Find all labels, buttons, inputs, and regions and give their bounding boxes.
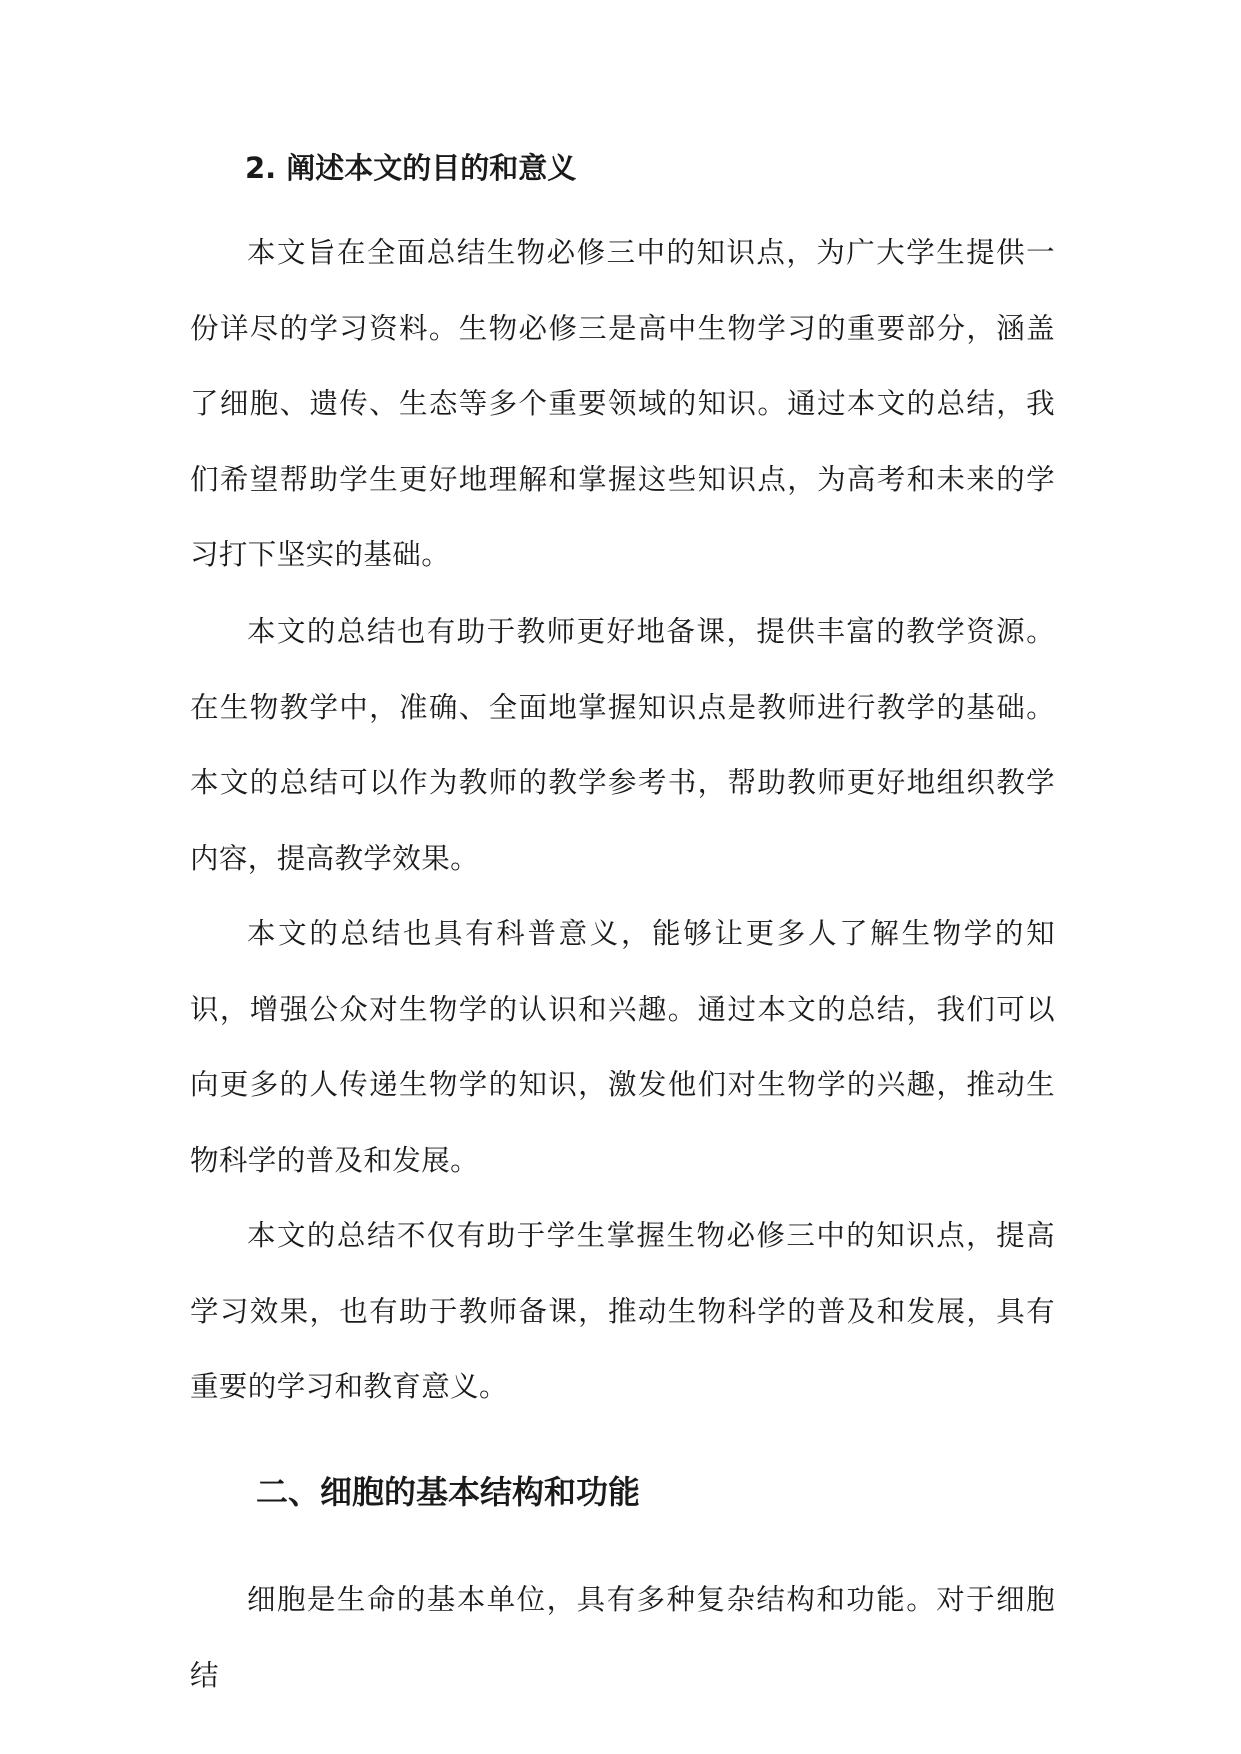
paragraph-teachers: 本文的总结也有助于教师更好地备课，提供丰富的教学资源。在生物教学中，准确、全面地掌握知识点是教师进行教学的基础。本文的总结可以作为教师的教学参考书，帮助教师更好地组织教学内容，提高教学效果。 [190, 615, 1055, 875]
section-heading: 二、细胞的基本结构和功能 [256, 1473, 641, 1511]
subsection-heading: 2. 阐述本文的目的和意义 [245, 151, 577, 185]
paragraph-cell-intro: 细胞是生命的基本单位，具有多种复杂结构和功能。对于细胞结 [190, 1583, 1055, 1692]
paragraph-popular-science: 本文的总结也具有科普意义，能够让更多人了解生物学的知识，增强公众对生物学的认识和兴趣。通过本文的总结，我们可以向更多的人传递生物学的知识，激发他们对生物学的兴趣，推动生物科学的普及和发展。 [190, 917, 1055, 1177]
paragraph-purpose: 本文旨在全面总结生物必修三中的知识点，为广大学生提供一份详尽的学习资料。生物必修三是高中生物学习的重要部分，涵盖了细胞、遗传、生态等多个重要领域的知识。通过本文的总结，我们希望帮助学生更好地理解和掌握这些知识点，为高考和未来的学习打下坚实的基础。 [190, 236, 1055, 571]
paragraph-summary: 本文的总结不仅有助于学生掌握生物必修三中的知识点，提高学习效果，也有助于教师备课，推动生物科学的普及和发展，具有重要的学习和教育意义。 [190, 1219, 1055, 1403]
